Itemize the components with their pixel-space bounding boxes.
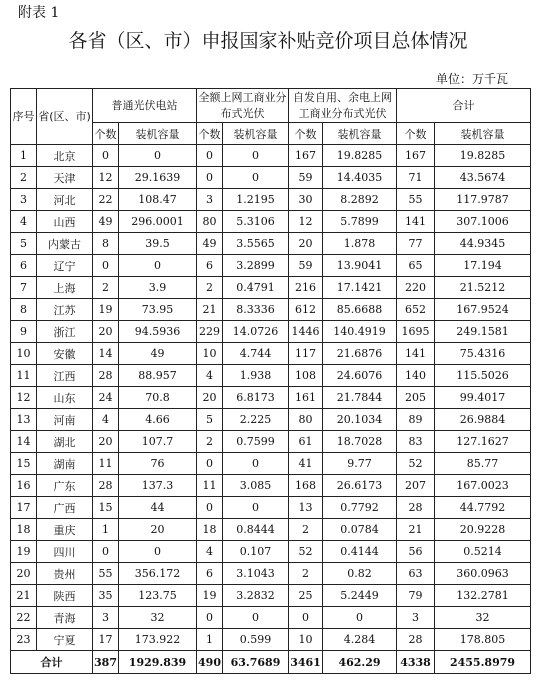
table-cell: 0 (197, 167, 223, 189)
header-count: 个数 (289, 123, 323, 145)
total-cell: 3461 (289, 651, 323, 674)
table-cell: 44.7792 (435, 497, 531, 519)
table-cell: 2 (93, 277, 119, 299)
table-cell: 24.6076 (323, 365, 397, 387)
table-cell: 10 (289, 629, 323, 651)
table-cell: 8 (93, 233, 119, 255)
table-row (11, 365, 531, 387)
table-row (11, 167, 531, 189)
table-cell: 79 (397, 585, 435, 607)
table-cell: 15 (93, 497, 119, 519)
province-cell: 江苏 (37, 299, 93, 321)
table-cell: 4 (11, 211, 37, 233)
table-cell: 0 (119, 255, 197, 277)
header-capacity: 装机容量 (323, 123, 397, 145)
table-cell: 20.9228 (435, 519, 531, 541)
table-cell: 0 (289, 607, 323, 629)
table-cell: 8.3336 (223, 299, 289, 321)
table-cell: 12 (11, 387, 37, 409)
table-cell: 4 (197, 541, 223, 563)
table-cell: 14.4035 (323, 167, 397, 189)
table-cell: 178.805 (435, 629, 531, 651)
province-cell: 四川 (37, 541, 93, 563)
table-cell: 167.0023 (435, 475, 531, 497)
table-cell: 20 (289, 233, 323, 255)
table-row (11, 343, 531, 365)
province-cell: 广西 (37, 497, 93, 519)
table-cell: 13 (11, 409, 37, 431)
total-cell: 387 (93, 651, 119, 674)
table-cell: 2 (197, 431, 223, 453)
table-cell: 49 (197, 233, 223, 255)
table-cell: 4.284 (323, 629, 397, 651)
table-cell: 80 (289, 409, 323, 431)
table-cell: 59 (289, 255, 323, 277)
table-cell: 0 (197, 145, 223, 167)
table-cell: 18.7028 (323, 431, 397, 453)
header-count: 个数 (397, 123, 435, 145)
table-cell: 6 (197, 255, 223, 277)
table-cell: 18 (197, 519, 223, 541)
table-cell: 0 (197, 453, 223, 475)
table-cell: 173.922 (119, 629, 197, 651)
table-cell: 167 (397, 145, 435, 167)
table-cell: 32 (435, 607, 531, 629)
table-cell: 0 (197, 607, 223, 629)
table-cell: 140.4919 (323, 321, 397, 343)
table-cell: 3.5565 (223, 233, 289, 255)
table-cell: 0 (93, 541, 119, 563)
total-cell: 490 (197, 651, 223, 674)
table-cell: 117 (289, 343, 323, 365)
table-cell: 18 (11, 519, 37, 541)
table-cell: 20 (11, 563, 37, 585)
table-cell: 8 (11, 299, 37, 321)
province-cell: 北京 (37, 145, 93, 167)
table-cell: 168 (289, 475, 323, 497)
table-cell: 61 (289, 431, 323, 453)
table-cell: 127.1627 (435, 431, 531, 453)
header-province: 省(区、市) (37, 89, 93, 145)
table-cell: 63 (397, 563, 435, 585)
header-capacity: 装机容量 (119, 123, 197, 145)
table-cell: 1 (197, 629, 223, 651)
table-cell: 85.77 (435, 453, 531, 475)
table-row (11, 299, 531, 321)
table-cell: 77 (397, 233, 435, 255)
total-row (11, 651, 531, 674)
table-row (11, 409, 531, 431)
table-cell: 123.75 (119, 585, 197, 607)
table-cell: 108 (289, 365, 323, 387)
table-cell: 3.9 (119, 277, 197, 299)
province-cell: 内蒙古 (37, 233, 93, 255)
table-cell: 14 (11, 431, 37, 453)
table-cell: 141 (397, 211, 435, 233)
province-cell: 浙江 (37, 321, 93, 343)
table-cell: 11 (197, 475, 223, 497)
province-cell: 陕西 (37, 585, 93, 607)
table-cell: 5 (197, 409, 223, 431)
table-cell: 220 (397, 277, 435, 299)
table-body (11, 145, 531, 651)
table-cell: 5 (11, 233, 37, 255)
table-cell: 30 (289, 189, 323, 211)
table-row (11, 607, 531, 629)
table-cell: 29.1639 (119, 167, 197, 189)
table-cell: 19.8285 (435, 145, 531, 167)
province-cell: 河北 (37, 189, 93, 211)
table-cell: 161 (289, 387, 323, 409)
table-row (11, 519, 531, 541)
table-cell: 652 (397, 299, 435, 321)
province-cell: 宁夏 (37, 629, 93, 651)
table-cell: 5.7899 (323, 211, 397, 233)
table-cell: 55 (397, 189, 435, 211)
province-cell: 河南 (37, 409, 93, 431)
table-cell: 10 (197, 343, 223, 365)
table-cell: 19.8285 (323, 145, 397, 167)
table-cell: 73.95 (119, 299, 197, 321)
table-cell: 21 (197, 299, 223, 321)
table-cell: 296.0001 (119, 211, 197, 233)
header-group-full-grid: 全额上网工商业分布式光伏 (197, 89, 289, 123)
table-cell: 3 (197, 189, 223, 211)
province-cell: 广东 (37, 475, 93, 497)
table-cell: 26.6173 (323, 475, 397, 497)
table-cell: 6 (197, 563, 223, 585)
table-cell: 0.0784 (323, 519, 397, 541)
table-cell: 5.3106 (223, 211, 289, 233)
table-cell: 65 (397, 255, 435, 277)
table-cell: 1446 (289, 321, 323, 343)
table-row (11, 585, 531, 607)
table-cell: 13.9041 (323, 255, 397, 277)
table-cell: 49 (93, 211, 119, 233)
header-group-utility: 普通光伏电站 (93, 89, 197, 123)
table-row (11, 497, 531, 519)
table-cell: 11 (11, 365, 37, 387)
table-cell: 17 (11, 497, 37, 519)
table-cell: 75.4316 (435, 343, 531, 365)
table-cell: 39.5 (119, 233, 197, 255)
table-cell: 26.9884 (435, 409, 531, 431)
table-cell: 9 (11, 321, 37, 343)
table-cell: 3.1043 (223, 563, 289, 585)
province-cell: 山东 (37, 387, 93, 409)
table-cell: 0 (223, 453, 289, 475)
table-cell: 28 (93, 365, 119, 387)
table-cell: 612 (289, 299, 323, 321)
table-cell: 21 (397, 519, 435, 541)
header-count: 个数 (197, 123, 223, 145)
table-cell: 1 (93, 519, 119, 541)
table-cell: 0 (93, 255, 119, 277)
table-cell: 1.938 (223, 365, 289, 387)
table-row (11, 431, 531, 453)
table-cell: 3.2832 (223, 585, 289, 607)
province-cell: 湖南 (37, 453, 93, 475)
table-cell: 117.9787 (435, 189, 531, 211)
table-cell: 56 (397, 541, 435, 563)
table-row (11, 277, 531, 299)
table-cell: 25 (289, 585, 323, 607)
table-cell: 3 (93, 607, 119, 629)
table-cell: 71 (397, 167, 435, 189)
table-cell: 2.225 (223, 409, 289, 431)
table-cell: 249.1581 (435, 321, 531, 343)
table-cell: 14.0726 (223, 321, 289, 343)
table-cell: 0 (223, 145, 289, 167)
province-cell: 湖北 (37, 431, 93, 453)
province-cell: 重庆 (37, 519, 93, 541)
table-cell: 20 (93, 321, 119, 343)
table-cell: 4 (197, 365, 223, 387)
header-capacity: 装机容量 (435, 123, 531, 145)
table-cell: 307.1006 (435, 211, 531, 233)
table-cell: 115.5026 (435, 365, 531, 387)
table-cell: 17 (93, 629, 119, 651)
table-row (11, 189, 531, 211)
table-cell: 19 (93, 299, 119, 321)
table-cell: 0 (197, 497, 223, 519)
province-cell: 辽宁 (37, 255, 93, 277)
table-cell: 88.957 (119, 365, 197, 387)
table-cell: 0.5214 (435, 541, 531, 563)
total-cell: 4338 (397, 651, 435, 674)
table-cell: 14 (93, 343, 119, 365)
table-cell: 10 (11, 343, 37, 365)
table-cell: 41 (289, 453, 323, 475)
total-cell: 462.29 (323, 651, 397, 674)
table-cell: 3.085 (223, 475, 289, 497)
table-cell: 7 (11, 277, 37, 299)
total-label: 合计 (11, 651, 93, 674)
table-cell: 4.66 (119, 409, 197, 431)
table-cell: 137.3 (119, 475, 197, 497)
table-cell: 76 (119, 453, 197, 475)
table-cell: 80 (197, 211, 223, 233)
province-cell: 天津 (37, 167, 93, 189)
table-cell: 0 (223, 497, 289, 519)
table-cell: 0.7792 (323, 497, 397, 519)
table-cell: 55 (93, 563, 119, 585)
province-cell: 贵州 (37, 563, 93, 585)
table-cell: 94.5936 (119, 321, 197, 343)
total-cell: 2455.8979 (435, 651, 531, 674)
table-cell: 3 (397, 607, 435, 629)
table-cell: 6 (11, 255, 37, 277)
table-cell: 49 (119, 343, 197, 365)
table-cell: 21.5212 (435, 277, 531, 299)
table-cell: 17.194 (435, 255, 531, 277)
table-cell: 141 (397, 343, 435, 365)
header-group-total: 合计 (397, 89, 531, 123)
table-cell: 1695 (397, 321, 435, 343)
table-cell: 85.6688 (323, 299, 397, 321)
table-cell: 35 (93, 585, 119, 607)
table-cell: 205 (397, 387, 435, 409)
total-cell: 63.7689 (223, 651, 289, 674)
table-row (11, 629, 531, 651)
table-cell: 11 (93, 453, 119, 475)
header-count: 个数 (93, 123, 119, 145)
table-row (11, 387, 531, 409)
table-cell: 52 (397, 453, 435, 475)
table-cell: 0 (323, 607, 397, 629)
table-cell: 5.2449 (323, 585, 397, 607)
table-cell: 12 (93, 167, 119, 189)
table-cell: 2 (11, 167, 37, 189)
table-cell: 0 (119, 541, 197, 563)
header-group-self-use: 自发自用、余电上网工商业分布式光伏 (289, 89, 397, 123)
table-row (11, 255, 531, 277)
table-cell: 6.8173 (223, 387, 289, 409)
table-cell: 15 (11, 453, 37, 475)
table-cell: 0 (223, 167, 289, 189)
table-cell: 83 (397, 431, 435, 453)
table-cell: 12 (289, 211, 323, 233)
table-cell: 356.172 (119, 563, 197, 585)
province-cell: 安徽 (37, 343, 93, 365)
province-cell: 山西 (37, 211, 93, 233)
unit-label: 单位：万千瓦 (435, 72, 508, 86)
table-cell: 4 (93, 409, 119, 431)
table-cell: 19 (11, 541, 37, 563)
total-cell: 1929.839 (119, 651, 197, 674)
table-cell: 44.9345 (435, 233, 531, 255)
table-cell: 2 (289, 519, 323, 541)
table-cell: 0.4144 (323, 541, 397, 563)
table-cell: 16 (11, 475, 37, 497)
table-cell: 0 (119, 145, 197, 167)
table-cell: 24 (93, 387, 119, 409)
table-cell: 43.5674 (435, 167, 531, 189)
table-cell: 20 (93, 431, 119, 453)
table-cell: 2 (289, 563, 323, 585)
table-cell: 44 (119, 497, 197, 519)
table-cell: 9.77 (323, 453, 397, 475)
table-row (11, 475, 531, 497)
table-cell: 3 (11, 189, 37, 211)
table-cell: 0.107 (223, 541, 289, 563)
header-no: 序号 (11, 89, 37, 145)
table-cell: 20.1034 (323, 409, 397, 431)
table-cell: 0 (223, 607, 289, 629)
table-cell: 21 (11, 585, 37, 607)
province-cell: 上海 (37, 277, 93, 299)
table-cell: 3.2899 (223, 255, 289, 277)
table-row (11, 563, 531, 585)
table-cell: 1 (11, 145, 37, 167)
table-cell: 167.9524 (435, 299, 531, 321)
table-cell: 0.82 (323, 563, 397, 585)
table-row (11, 321, 531, 343)
header-capacity: 装机容量 (223, 123, 289, 145)
table-cell: 23 (11, 629, 37, 651)
table-cell: 207 (397, 475, 435, 497)
table-cell: 140 (397, 365, 435, 387)
table-cell: 89 (397, 409, 435, 431)
province-cell: 江西 (37, 365, 93, 387)
table-cell: 28 (397, 497, 435, 519)
table-cell: 216 (289, 277, 323, 299)
table-row (11, 541, 531, 563)
table-row (11, 211, 531, 233)
province-cell: 青海 (37, 607, 93, 629)
table-cell: 0.8444 (223, 519, 289, 541)
table-cell: 22 (93, 189, 119, 211)
table-cell: 1.878 (323, 233, 397, 255)
table-cell: 52 (289, 541, 323, 563)
table-cell: 13 (289, 497, 323, 519)
table-cell: 70.8 (119, 387, 197, 409)
table-cell: 167 (289, 145, 323, 167)
table-cell: 59 (289, 167, 323, 189)
table-cell: 8.2892 (323, 189, 397, 211)
table-cell: 17.1421 (323, 277, 397, 299)
table-cell: 2 (197, 277, 223, 299)
table-cell: 360.0963 (435, 563, 531, 585)
table-cell: 0.599 (223, 629, 289, 651)
table-cell: 229 (197, 321, 223, 343)
table-cell: 0.4791 (223, 277, 289, 299)
table-cell: 21.7844 (323, 387, 397, 409)
table-cell: 0.7599 (223, 431, 289, 453)
table-cell: 21.6876 (323, 343, 397, 365)
table-cell: 32 (119, 607, 197, 629)
summary-table (10, 88, 531, 674)
table-cell: 19 (197, 585, 223, 607)
table-cell: 4.744 (223, 343, 289, 365)
page-title: 各省（区、市）申报国家补贴竞价项目总体情况 (68, 30, 468, 52)
attachment-label: 附表 1 (18, 5, 60, 21)
table-cell: 20 (197, 387, 223, 409)
table-cell: 28 (93, 475, 119, 497)
table-cell: 108.47 (119, 189, 197, 211)
table-cell: 20 (119, 519, 197, 541)
table-cell: 1.2195 (223, 189, 289, 211)
table-cell: 28 (397, 629, 435, 651)
table-row (11, 233, 531, 255)
table-cell: 99.4017 (435, 387, 531, 409)
table-cell: 22 (11, 607, 37, 629)
table-row (11, 145, 531, 167)
table-cell: 132.2781 (435, 585, 531, 607)
table-cell: 0 (93, 145, 119, 167)
table-cell: 107.7 (119, 431, 197, 453)
table-row (11, 453, 531, 475)
